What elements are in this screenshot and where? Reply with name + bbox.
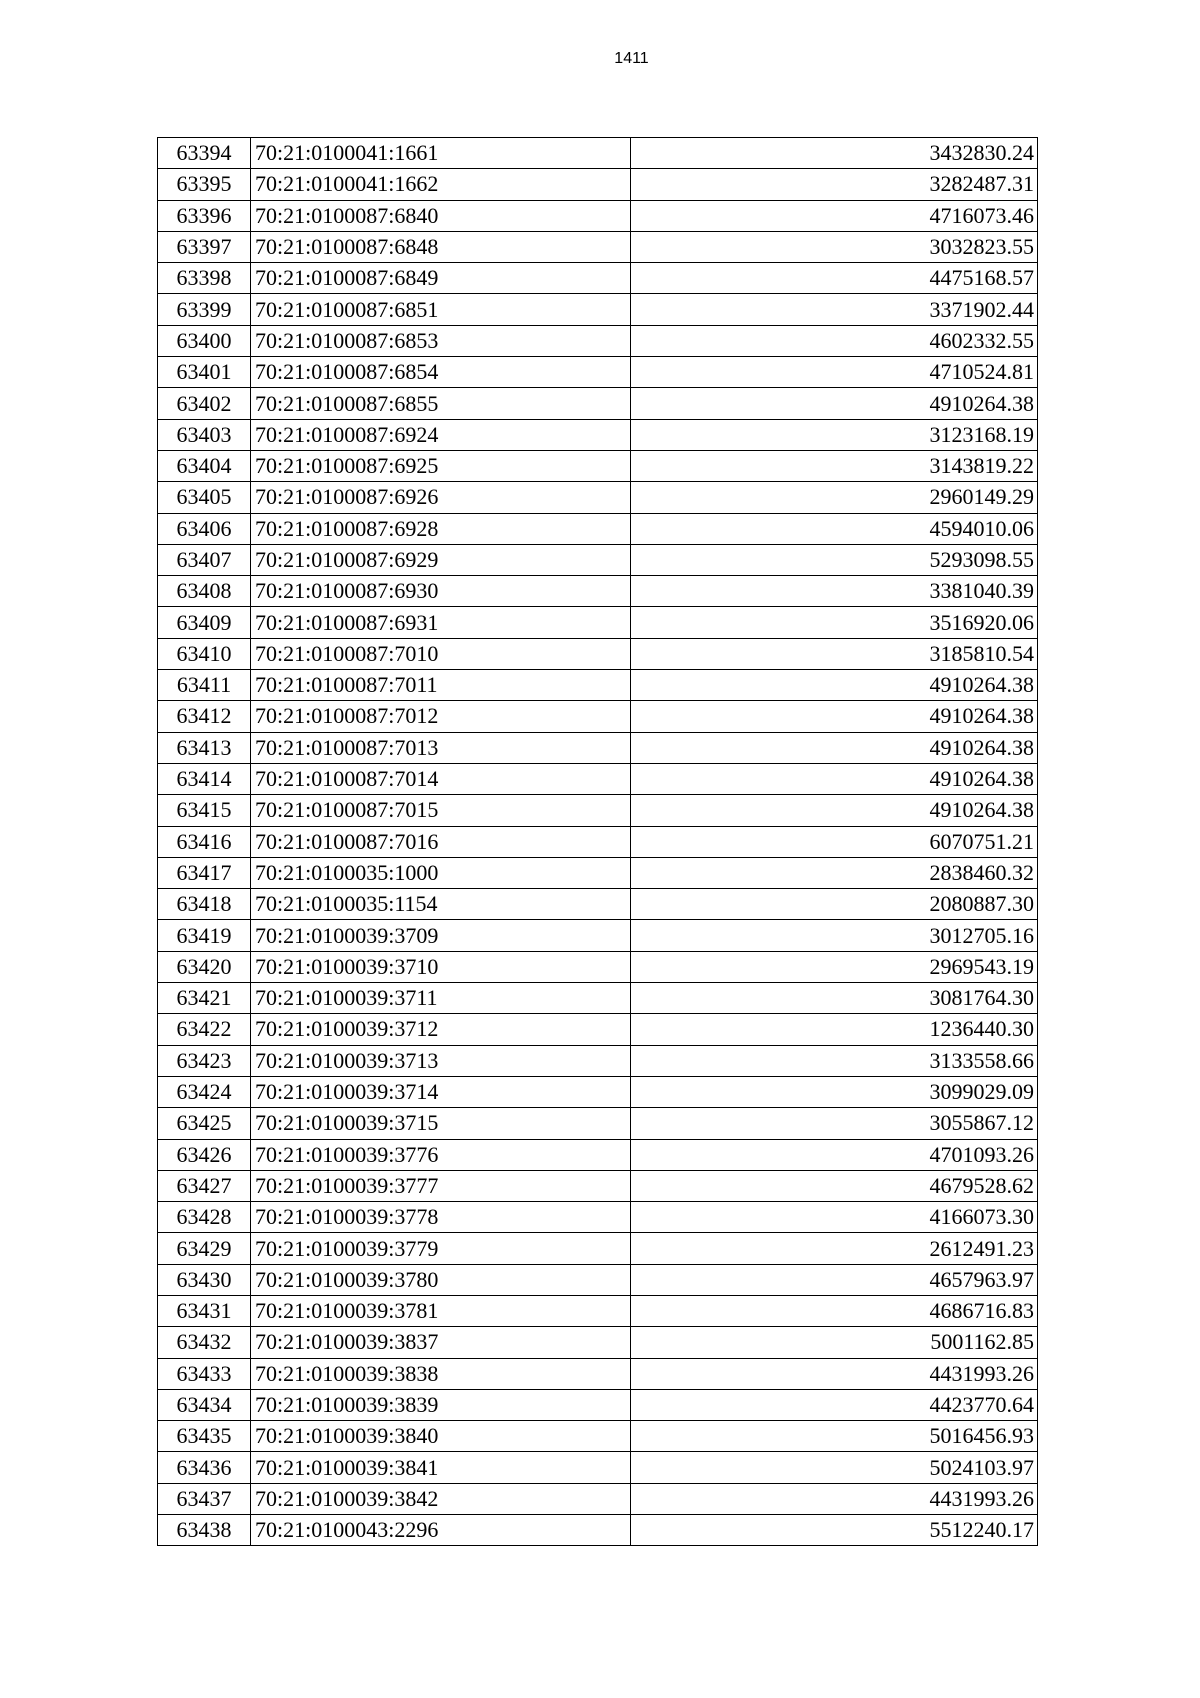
cadastral-value-table [157, 137, 1038, 1546]
table-row [158, 544, 1038, 575]
cadastral-value-cell: 5016456.93 [631, 1421, 1038, 1452]
cadastral-number-cell: 70:21:0100041:1661 [251, 138, 631, 169]
row-number-cell: 63435 [158, 1421, 251, 1452]
cadastral-number-cell: 70:21:0100087:6840 [251, 200, 631, 231]
row-number-cell: 63418 [158, 889, 251, 920]
table-row [158, 138, 1038, 169]
row-number-cell: 63415 [158, 795, 251, 826]
cadastral-value-cell: 3185810.54 [631, 638, 1038, 669]
row-number-cell: 63401 [158, 357, 251, 388]
cadastral-number-cell: 70:21:0100039:3840 [251, 1421, 631, 1452]
table-body [158, 138, 1038, 1546]
cadastral-value-cell: 3371902.44 [631, 294, 1038, 325]
cadastral-value-cell: 4910264.38 [631, 795, 1038, 826]
cadastral-number-cell: 70:21:0100043:2296 [251, 1515, 631, 1546]
cadastral-value-cell: 5512240.17 [631, 1515, 1038, 1546]
row-number-cell: 63409 [158, 607, 251, 638]
cadastral-number-cell: 70:21:0100039:3776 [251, 1139, 631, 1170]
cadastral-value-cell: 4423770.64 [631, 1389, 1038, 1420]
cadastral-number-cell: 70:21:0100039:3710 [251, 951, 631, 982]
cadastral-value-cell: 5293098.55 [631, 544, 1038, 575]
row-number-cell: 63413 [158, 732, 251, 763]
cadastral-number-cell: 70:21:0100035:1154 [251, 889, 631, 920]
cadastral-value-cell: 4910264.38 [631, 763, 1038, 794]
cadastral-number-cell: 70:21:0100039:3841 [251, 1452, 631, 1483]
cadastral-number-cell: 70:21:0100087:7015 [251, 795, 631, 826]
cadastral-value-cell: 3032823.55 [631, 231, 1038, 262]
cadastral-number-cell: 70:21:0100039:3777 [251, 1170, 631, 1201]
table-row [158, 920, 1038, 951]
table-row [158, 450, 1038, 481]
row-number-cell: 63417 [158, 857, 251, 888]
cadastral-value-cell: 4710524.81 [631, 357, 1038, 388]
cadastral-number-cell: 70:21:0100087:6851 [251, 294, 631, 325]
table-row [158, 1233, 1038, 1264]
table-row [158, 857, 1038, 888]
row-number-cell: 63406 [158, 513, 251, 544]
row-number-cell: 63407 [158, 544, 251, 575]
cadastral-number-cell: 70:21:0100039:3779 [251, 1233, 631, 1264]
table-row [158, 294, 1038, 325]
table-row [158, 200, 1038, 231]
cadastral-value-cell: 1236440.30 [631, 1014, 1038, 1045]
row-number-cell: 63433 [158, 1358, 251, 1389]
row-number-cell: 63394 [158, 138, 251, 169]
cadastral-number-cell: 70:21:0100087:6926 [251, 482, 631, 513]
row-number-cell: 63396 [158, 200, 251, 231]
table-row [158, 1045, 1038, 1076]
cadastral-value-cell: 4594010.06 [631, 513, 1038, 544]
cadastral-number-cell: 70:21:0100041:1662 [251, 169, 631, 200]
cadastral-value-cell: 4910264.38 [631, 670, 1038, 701]
cadastral-value-cell: 2080887.30 [631, 889, 1038, 920]
row-number-cell: 63403 [158, 419, 251, 450]
cadastral-value-cell: 4910264.38 [631, 701, 1038, 732]
row-number-cell: 63419 [158, 920, 251, 951]
row-number-cell: 63438 [158, 1515, 251, 1546]
table-row [158, 889, 1038, 920]
row-number-cell: 63400 [158, 325, 251, 356]
table-row [158, 1358, 1038, 1389]
cadastral-value-cell: 4679528.62 [631, 1170, 1038, 1201]
cadastral-value-cell: 3282487.31 [631, 169, 1038, 200]
table-row [158, 576, 1038, 607]
cadastral-number-cell: 70:21:0100087:6924 [251, 419, 631, 450]
row-number-cell: 63423 [158, 1045, 251, 1076]
row-number-cell: 63428 [158, 1202, 251, 1233]
cadastral-value-cell: 3012705.16 [631, 920, 1038, 951]
row-number-cell: 63436 [158, 1452, 251, 1483]
cadastral-number-cell: 70:21:0100087:6931 [251, 607, 631, 638]
cadastral-value-cell: 4431993.26 [631, 1483, 1038, 1514]
cadastral-number-cell: 70:21:0100087:7012 [251, 701, 631, 732]
row-number-cell: 63410 [158, 638, 251, 669]
cadastral-number-cell: 70:21:0100039:3778 [251, 1202, 631, 1233]
table-row [158, 983, 1038, 1014]
row-number-cell: 63421 [158, 983, 251, 1014]
table-row [158, 1515, 1038, 1546]
table-row [158, 263, 1038, 294]
table-row [158, 1139, 1038, 1170]
cadastral-number-cell: 70:21:0100087:6930 [251, 576, 631, 607]
row-number-cell: 63399 [158, 294, 251, 325]
table-row [158, 1202, 1038, 1233]
cadastral-number-cell: 70:21:0100087:6929 [251, 544, 631, 575]
table-row [158, 513, 1038, 544]
cadastral-number-cell: 70:21:0100087:7011 [251, 670, 631, 701]
row-number-cell: 63424 [158, 1076, 251, 1107]
cadastral-value-cell: 4166073.30 [631, 1202, 1038, 1233]
row-number-cell: 63405 [158, 482, 251, 513]
cadastral-number-cell: 70:21:0100087:7010 [251, 638, 631, 669]
row-number-cell: 63404 [158, 450, 251, 481]
cadastral-number-cell: 70:21:0100087:7014 [251, 763, 631, 794]
cadastral-number-cell: 70:21:0100087:6854 [251, 357, 631, 388]
row-number-cell: 63434 [158, 1389, 251, 1420]
cadastral-value-cell: 3099029.09 [631, 1076, 1038, 1107]
table-row [158, 419, 1038, 450]
cadastral-value-cell: 4716073.46 [631, 200, 1038, 231]
cadastral-value-cell: 3432830.24 [631, 138, 1038, 169]
table-row [158, 1452, 1038, 1483]
cadastral-number-cell: 70:21:0100039:3712 [251, 1014, 631, 1045]
cadastral-number-cell: 70:21:0100035:1000 [251, 857, 631, 888]
row-number-cell: 63416 [158, 826, 251, 857]
table-row [158, 1295, 1038, 1326]
row-number-cell: 63432 [158, 1327, 251, 1358]
cadastral-number-cell: 70:21:0100039:3780 [251, 1264, 631, 1295]
cadastral-value-cell: 4701093.26 [631, 1139, 1038, 1170]
table-row [158, 482, 1038, 513]
cadastral-number-cell: 70:21:0100087:6925 [251, 450, 631, 481]
table-row [158, 357, 1038, 388]
table-row [158, 1389, 1038, 1420]
cadastral-value-cell: 4475168.57 [631, 263, 1038, 294]
table-row [158, 607, 1038, 638]
row-number-cell: 63402 [158, 388, 251, 419]
row-number-cell: 63395 [158, 169, 251, 200]
cadastral-value-cell: 4686716.83 [631, 1295, 1038, 1326]
cadastral-number-cell: 70:21:0100039:3709 [251, 920, 631, 951]
cadastral-number-cell: 70:21:0100039:3839 [251, 1389, 631, 1420]
table-row [158, 1327, 1038, 1358]
cadastral-value-cell: 3143819.22 [631, 450, 1038, 481]
cadastral-value-cell: 4431993.26 [631, 1358, 1038, 1389]
cadastral-number-cell: 70:21:0100087:6928 [251, 513, 631, 544]
cadastral-value-cell: 3081764.30 [631, 983, 1038, 1014]
cadastral-value-cell: 4910264.38 [631, 732, 1038, 763]
table-row [158, 1108, 1038, 1139]
cadastral-number-cell: 70:21:0100087:7016 [251, 826, 631, 857]
table-row [158, 701, 1038, 732]
cadastral-number-cell: 70:21:0100039:3842 [251, 1483, 631, 1514]
cadastral-number-cell: 70:21:0100039:3713 [251, 1045, 631, 1076]
cadastral-number-cell: 70:21:0100087:6849 [251, 263, 631, 294]
cadastral-value-cell: 3123168.19 [631, 419, 1038, 450]
row-number-cell: 63422 [158, 1014, 251, 1045]
cadastral-value-cell: 3516920.06 [631, 607, 1038, 638]
table-row [158, 325, 1038, 356]
row-number-cell: 63437 [158, 1483, 251, 1514]
cadastral-number-cell: 70:21:0100087:6855 [251, 388, 631, 419]
cadastral-number-cell: 70:21:0100039:3838 [251, 1358, 631, 1389]
table-row [158, 1421, 1038, 1452]
table-row [158, 638, 1038, 669]
cadastral-value-cell: 4602332.55 [631, 325, 1038, 356]
row-number-cell: 63412 [158, 701, 251, 732]
row-number-cell: 63408 [158, 576, 251, 607]
cadastral-number-cell: 70:21:0100039:3781 [251, 1295, 631, 1326]
table-row [158, 826, 1038, 857]
cadastral-value-cell: 5024103.97 [631, 1452, 1038, 1483]
table-row [158, 951, 1038, 982]
table-row [158, 388, 1038, 419]
table-row [158, 169, 1038, 200]
cadastral-value-cell: 5001162.85 [631, 1327, 1038, 1358]
cadastral-value-cell: 2960149.29 [631, 482, 1038, 513]
row-number-cell: 63426 [158, 1139, 251, 1170]
page-number: 1411 [614, 50, 649, 67]
cadastral-number-cell: 70:21:0100039:3837 [251, 1327, 631, 1358]
row-number-cell: 63397 [158, 231, 251, 262]
table-row [158, 1264, 1038, 1295]
cadastral-number-cell: 70:21:0100039:3714 [251, 1076, 631, 1107]
cadastral-value-cell: 3381040.39 [631, 576, 1038, 607]
cadastral-value-cell: 4657963.97 [631, 1264, 1038, 1295]
table-row [158, 1483, 1038, 1514]
cadastral-value-cell: 2612491.23 [631, 1233, 1038, 1264]
table-row [158, 1076, 1038, 1107]
cadastral-value-cell: 2969543.19 [631, 951, 1038, 982]
row-number-cell: 63431 [158, 1295, 251, 1326]
table-row [158, 1170, 1038, 1201]
cadastral-number-cell: 70:21:0100039:3715 [251, 1108, 631, 1139]
row-number-cell: 63420 [158, 951, 251, 982]
row-number-cell: 63398 [158, 263, 251, 294]
cadastral-value-cell: 3133558.66 [631, 1045, 1038, 1076]
row-number-cell: 63425 [158, 1108, 251, 1139]
table-row [158, 732, 1038, 763]
row-number-cell: 63411 [158, 670, 251, 701]
row-number-cell: 63430 [158, 1264, 251, 1295]
table-row [158, 1014, 1038, 1045]
cadastral-number-cell: 70:21:0100087:6848 [251, 231, 631, 262]
cadastral-value-cell: 6070751.21 [631, 826, 1038, 857]
cadastral-number-cell: 70:21:0100039:3711 [251, 983, 631, 1014]
cadastral-value-cell: 4910264.38 [631, 388, 1038, 419]
cadastral-number-cell: 70:21:0100087:7013 [251, 732, 631, 763]
row-number-cell: 63427 [158, 1170, 251, 1201]
table-row [158, 763, 1038, 794]
cadastral-value-cell: 3055867.12 [631, 1108, 1038, 1139]
table-row [158, 670, 1038, 701]
cadastral-value-cell: 2838460.32 [631, 857, 1038, 888]
table-row [158, 795, 1038, 826]
row-number-cell: 63429 [158, 1233, 251, 1264]
table-row [158, 231, 1038, 262]
row-number-cell: 63414 [158, 763, 251, 794]
cadastral-number-cell: 70:21:0100087:6853 [251, 325, 631, 356]
